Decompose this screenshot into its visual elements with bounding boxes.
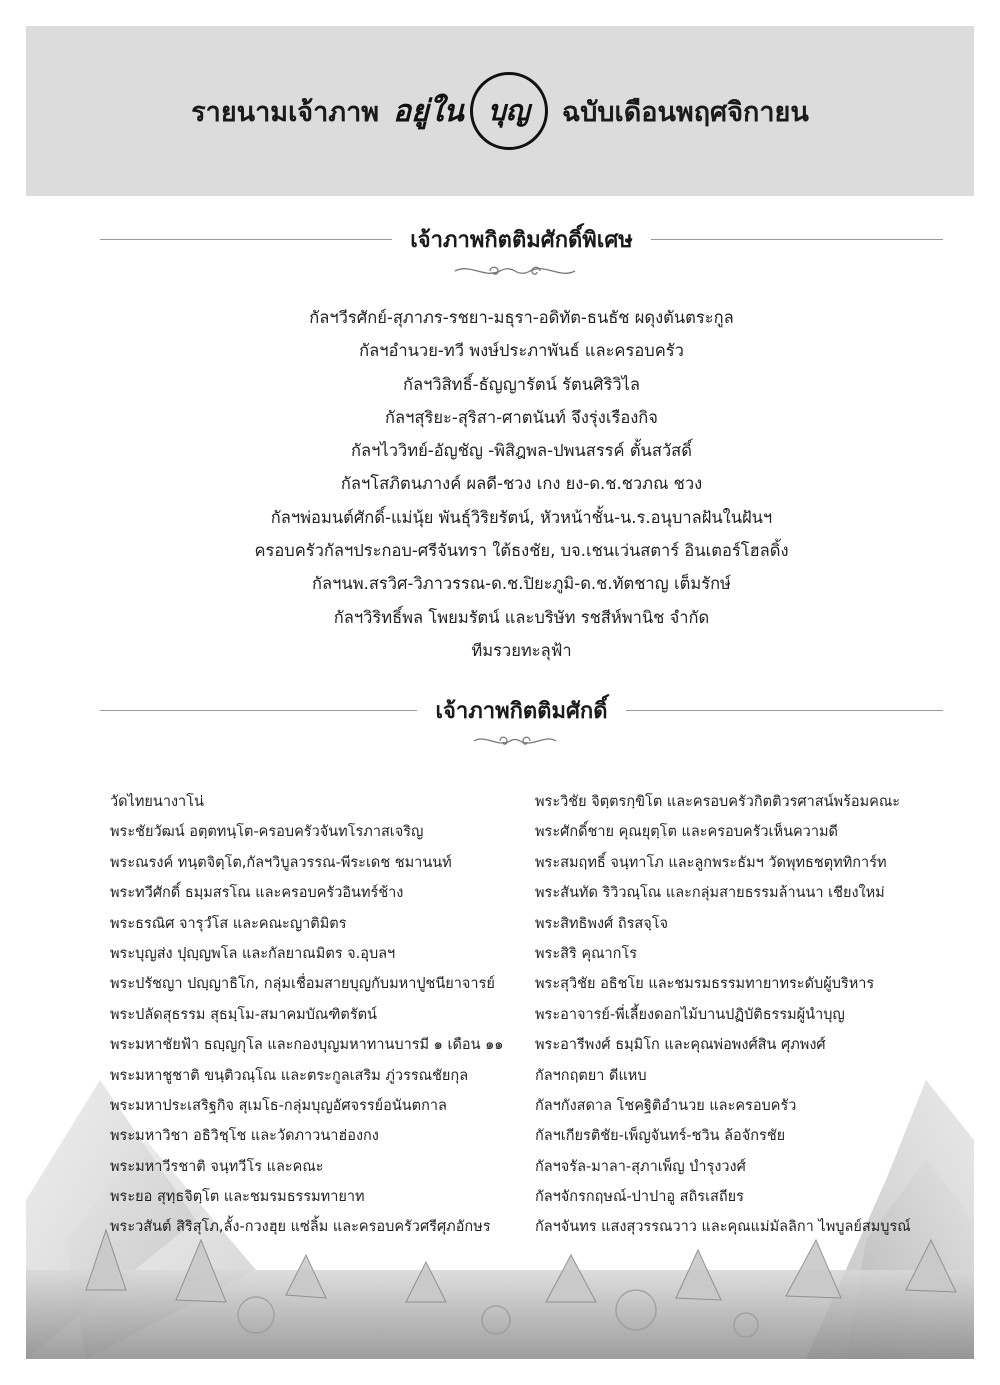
list-item: พระศักดิ์ชาย คุณยุตฺโต และครอบครัวเห็นความดี: [535, 824, 838, 841]
divider-line-right: [626, 710, 943, 711]
list-item: กัลฯจันทร แสงสุวรรณวาว และคุณแม่มัลลิกา ไพบูลย์สมบูรณ์: [535, 1219, 911, 1236]
list-item: กัลฯวีรศักย์-สุภาภร-รชยา-มธุรา-อดิทัต-ธนธัช ผดุงตันตระกูล: [309, 308, 734, 327]
list-item: พระธรณิศ จารุวํโส และคณะญาติมิตร: [110, 915, 347, 932]
list-item: กัลฯวิริทธิ์พล โพยมรัตน์ และบริษัท รชสีห์พานิช จำกัด: [333, 607, 710, 627]
special-section-heading: เจ้าภาพกิตติมศักดิ์พิเศษ: [410, 227, 633, 253]
honor-section-heading: เจ้าภาพกิตติมศักดิ์: [435, 698, 608, 724]
special-heading-row: [100, 219, 943, 259]
list-item: พระชัยวัฒน์ อตฺตทนฺโต-ครอบครัวจันทโรภาสเจริญ: [110, 824, 424, 841]
list-item: กัลฯกังสดาล โชคฐิติอำนวย และครอบครัว: [535, 1097, 797, 1114]
list-item: พระมหาประเสริฐกิจ สุเมโธ-กลุ่มบุญอัศจรรย์อนันตกาล: [110, 1097, 447, 1114]
list-item: พระยอ สุทฺธจิตฺโต และชมรมธรรมทายาท: [110, 1189, 365, 1206]
list-item: กัลฯอำนวย-ทวี พงษ์ประภาพันธ์ และครอบครัว: [359, 341, 684, 361]
list-item: กัลฯเกียรติชัย-เพ็ญจันทร์-ชวิน ล้อจักรชัย: [535, 1128, 786, 1145]
honor-names-left-column: [110, 787, 530, 1243]
list-item: พระมหาวิชา อธิวิชฺโช และวัดภาวนาฮ่องกง: [110, 1128, 379, 1145]
list-item: ครอบครัวกัลฯประกอบ-ศรีจันทรา ใต้ธงชัย, บจ.เชนเว่นสตาร์ อินเตอร์โฮลดิ้ง: [254, 541, 789, 561]
list-item: พระอาจารย์-พี่เลี้ยงดอกไม้บานปฏิบัติธรรมผู้นำบุญ: [535, 1006, 845, 1023]
list-item: กัลฯวิสิทธิ์-ธัญญารัตน์ รัตนศิริวิไล: [402, 374, 641, 394]
list-item: พระปรัชญา ปญฺญาธิโก, กลุ่มเชื่อมสายบุญกับมหาปูชนียาจารย์: [110, 976, 495, 993]
list-item: พระณรงค์ ทนฺตจิตฺโต,กัลฯวิบูลวรรณ-พีระเดช ชมานนท์: [110, 854, 452, 871]
logo-word-2: บุญ: [487, 94, 530, 127]
list-item: กัลฯนพ.สรวิศ-วิภาวรรณ-ด.ช.ปิยะภูมิ-ด.ช.ทัตชาญ เต็มรักษ์: [312, 574, 731, 594]
list-item: พระอารีพงศ์ ธมฺมิโก และคุณพ่อพงศ์สิน ศุภพงศ์: [535, 1037, 826, 1054]
list-item: พระมหาชัยฟ้า ธญฺญกุโล และกองบุญมหาทานบารมี ๑ เดือน ๑๑: [110, 1037, 504, 1054]
list-item: พระสมฤทธิ์ จนฺทาโภ และลูกพระธัมฯ วัดพุทธชตุททิการ์ท: [535, 854, 887, 871]
magazine-logo: [393, 72, 548, 150]
list-item: กัลฯจักรกฤษณ์-ปาปาอู สถิรเสถียร: [535, 1189, 744, 1206]
special-names-list: [100, 301, 943, 667]
title-left: รายนามเจ้าภาพ: [191, 96, 380, 128]
list-item: พระมหาชูชาติ ขนฺติวณฺโณ และตระกูลเสริม ภู่วรรณชัยกุล: [110, 1067, 469, 1084]
flourish-ornament-icon: [470, 731, 560, 751]
list-item: กัลฯโสภิตนภางค์ ผลดี-ชวง เกง ยง-ด.ช.ชวภณ ชวง: [340, 474, 703, 494]
list-item: พระสุวิชัย อธิชโย และชมรมธรรมทายาทระดับผู้บริหาร: [535, 976, 875, 993]
logo-word-1: อยู่ใน: [393, 93, 464, 129]
honor-heading-row: [100, 690, 943, 730]
list-item: พระวิชัย จิตฺตรกฺขิโต และครอบครัวกิตติวรศาสน์พร้อมคณะ: [535, 794, 901, 810]
list-item: วัดไทยนางาโน่: [110, 794, 204, 810]
header-title: [26, 26, 974, 196]
list-item: พระวสันต์ สิริสุโภ,ลั้ง-กวงฮุย แซ่ลิ้ม และครอบครัวศรีศุภอักษร: [110, 1219, 491, 1236]
list-item: กัลฯพ่อมนต์ศักดิ์-แม่นุ้ย พันธุ์วิริยรัตน์, หัวหน้าชั้น-น.ร.อนุบาลฝันในฝันฯ: [270, 507, 773, 527]
list-item: พระมหาวีรชาติ จนฺทวีโร และคณะ: [110, 1158, 324, 1175]
list-item: กัลฯจรัล-มาลา-สุภาเพ็ญ บำรุงวงศ์: [535, 1158, 746, 1175]
flourish-ornament-icon: [450, 261, 580, 281]
honor-names-right-column: [535, 787, 955, 1243]
list-item: กัลฯไววิทย์-อัญชัญ -พิสิฎพล-ปพนสรรค์ ตั้นสวัสดิ์: [351, 441, 692, 461]
list-item: ทีมรวยทะลุฟ้า: [471, 640, 572, 660]
list-item: กัลฯสุริยะ-สุริสา-ศาตนันท์ จึงรุ่งเรืองกิจ: [385, 407, 658, 427]
list-item: พระสิทธิพงศ์ ถิรสจฺโจ: [535, 915, 669, 932]
divider-line-left: [100, 239, 392, 240]
list-item: พระปลัดสุธรรม สุธมฺโม-สมาคมบัณฑิตรัตน์: [110, 1006, 377, 1023]
list-item: พระทวีศักดิ์ ธมฺมสรโณ และครอบครัวอินทร์ช้าง: [110, 885, 404, 902]
list-item: พระสิริ คุณากโร: [535, 945, 638, 962]
logo-circle: [470, 72, 548, 150]
list-item: กัลฯกฤตยา ดีแหบ: [535, 1067, 647, 1084]
divider-line-right: [651, 239, 943, 240]
list-item: พระสันทัด ริวิวณฺโณ และกลุ่มสายธรรมล้านนา เชียงใหม่: [535, 885, 885, 902]
title-right: ฉบับเดือนพฤศจิกายน: [561, 96, 809, 128]
list-item: พระบุญส่ง ปุญฺญพโล และกัลยาณมิตร จ.อุบลฯ: [110, 945, 396, 962]
divider-line-left: [100, 710, 417, 711]
